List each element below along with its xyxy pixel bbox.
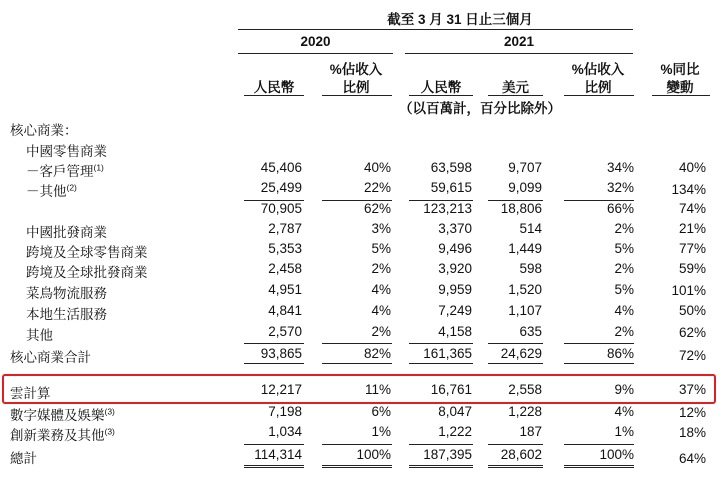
row-label [26, 303, 107, 323]
grand-total-rule-pct-2021 [564, 444, 634, 445]
cell-pct-2020: 22% [363, 180, 391, 195]
row-label [26, 261, 148, 281]
grand-total-rule-pct-2020 [322, 444, 392, 445]
grand-total-rule-rmb-2021 [409, 444, 473, 445]
cell-pct-2021: 66% [606, 201, 634, 216]
cell-rmb-2021: 123,213 [423, 201, 472, 216]
cell-yoy: 12% [678, 405, 706, 420]
cell-pct-2020: 62% [363, 201, 391, 216]
row-label-text: 創新業務及其他 [10, 428, 105, 443]
cell-yoy: 18% [678, 425, 706, 440]
cell-usd-2021: 514 [519, 221, 542, 236]
footnote-marker: (1) [93, 162, 104, 173]
cell-pct-2021: 86% [606, 346, 634, 361]
core-total-bottom-pct-2021 [564, 363, 634, 364]
cell-rmb-2020: 7,198 [268, 404, 302, 419]
subtotal-rule-usd-2021 [488, 200, 543, 201]
col-header-pct-2021-l1: %佔收入 [571, 62, 625, 77]
subtotal-rule-pct-2021 [564, 200, 634, 201]
cell-pct-2020: 2% [371, 261, 391, 276]
cell-pct-2020: 6% [371, 404, 391, 419]
row-label [10, 447, 37, 467]
period-header: 截至 3 月 31 日止三個月 [387, 12, 533, 27]
cell-rmb-2020: 45,406 [260, 160, 302, 175]
row-label [26, 160, 104, 180]
cell-yoy: 72% [678, 348, 706, 363]
cell-yoy: 64% [678, 451, 706, 466]
cell-rmb-2021: 9,496 [438, 241, 472, 256]
cell-pct-2020: 40% [363, 160, 391, 175]
grand-total-rule-rmb-2020 [244, 444, 304, 445]
row-label-text: 總計 [10, 451, 37, 466]
core-total-rule-pct-2020 [322, 343, 392, 344]
subtotal-rule-pct-2020 [322, 200, 392, 201]
row-label-text: 菜鳥物流服務 [26, 286, 107, 301]
cell-yoy: 37% [678, 382, 706, 397]
row-label [26, 241, 148, 261]
cell-rmb-2021: 8,047 [438, 404, 472, 419]
cell-pct-2021: 4% [614, 303, 634, 318]
year-2021: 2021 [503, 34, 535, 49]
cell-rmb-2021: 3,370 [438, 221, 472, 236]
row-label-text: 中國零售商業 [26, 144, 107, 159]
cell-yoy: 40% [678, 160, 706, 175]
cell-rmb-2020: 70,905 [260, 201, 302, 216]
cell-pct-2021: 5% [614, 282, 634, 297]
col-header-pct-2020-l2: 比例 [342, 80, 370, 95]
core-total-rule-usd-2021 [488, 343, 543, 344]
row-label-text: 雲計算 [10, 386, 51, 401]
row-label [26, 324, 53, 344]
cell-usd-2021: 1,107 [508, 303, 542, 318]
cloud-row-highlight [2, 374, 716, 404]
row-label [10, 346, 91, 366]
cell-rmb-2021: 7,249 [438, 303, 472, 318]
row-label [10, 404, 115, 424]
cell-rmb-2020: 5,353 [268, 241, 302, 256]
cell-rmb-2021: 3,920 [438, 261, 472, 276]
grand-total-bottom-pct-2020 [322, 465, 392, 468]
core-total-bottom-pct-2020 [322, 363, 392, 364]
unit-note: （以百萬計，百分比除外） [399, 101, 561, 116]
row-label-text: 跨境及全球批發商業 [26, 265, 148, 280]
cell-pct-2020: 5% [371, 241, 391, 256]
row-label-text: 其他 [26, 328, 53, 343]
cell-rmb-2020: 12,217 [260, 382, 302, 397]
cell-usd-2021: 187 [519, 424, 542, 439]
cell-yoy: 134% [671, 182, 706, 197]
row-label [26, 282, 107, 302]
row-label [26, 140, 107, 160]
cell-yoy: 50% [678, 303, 706, 318]
year-2020: 2020 [300, 34, 331, 49]
col-rule-pct-2020 [322, 95, 392, 96]
cell-rmb-2020: 2,570 [268, 324, 302, 339]
cell-rmb-2021: 16,761 [430, 382, 472, 397]
core-total-rule-pct-2021 [564, 343, 634, 344]
row-label [26, 180, 77, 200]
row-label [26, 221, 107, 241]
core-total-rule-rmb-2021 [409, 343, 473, 344]
col-header-rmb-2021: 人民幣 [420, 80, 462, 95]
cell-yoy: 101% [671, 283, 706, 298]
cell-rmb-2020: 93,865 [260, 346, 302, 361]
cell-rmb-2021: 187,395 [423, 447, 472, 462]
col-header-rmb-2020: 人民幣 [253, 80, 295, 95]
cell-yoy: 59% [678, 261, 706, 276]
cell-usd-2021: 1,449 [508, 241, 542, 256]
core-total-rule-rmb-2020 [244, 343, 304, 344]
grand-total-rule-usd-2021 [488, 444, 543, 445]
col-header-yoy-l2: 變動 [666, 80, 694, 95]
cell-usd-2021: 2,558 [508, 382, 542, 397]
cell-rmb-2020: 2,787 [268, 221, 302, 236]
row-label-text: 數字媒體及娛樂 [10, 408, 105, 423]
col-header-pct-2021-l2: 比例 [584, 80, 612, 95]
cell-rmb-2020: 114,314 [254, 447, 302, 462]
cell-usd-2021: 1,228 [508, 404, 542, 419]
cell-rmb-2021: 1,222 [438, 424, 472, 439]
cell-rmb-2020: 1,034 [268, 424, 302, 439]
cell-usd-2021: 18,806 [500, 201, 542, 216]
col-rule-rmb-2020 [244, 95, 304, 96]
row-label-text: 跨境及全球零售商業 [26, 245, 148, 260]
cell-usd-2021: 28,602 [500, 447, 542, 462]
cell-pct-2021: 32% [606, 180, 634, 195]
cell-pct-2020: 4% [371, 303, 391, 318]
cell-rmb-2021: 9,959 [438, 282, 472, 297]
footnote-marker: (3) [104, 406, 115, 417]
col-rule-yoy [652, 95, 710, 96]
cell-pct-2021: 2% [614, 324, 634, 339]
row-label-text: －客戶管理 [26, 164, 94, 179]
cell-pct-2020: 2% [371, 324, 391, 339]
footnote-marker: (2) [66, 182, 77, 193]
col-rule-rmb-2021 [409, 95, 473, 96]
cell-yoy: 62% [678, 325, 706, 340]
cell-rmb-2021: 59,615 [430, 180, 472, 195]
cell-pct-2021: 1% [614, 424, 634, 439]
cell-pct-2021: 2% [614, 221, 634, 236]
cell-pct-2020: 100% [356, 447, 391, 462]
year-2021-rule [405, 53, 633, 54]
cell-pct-2020: 1% [371, 424, 391, 439]
cell-usd-2021: 635 [519, 324, 542, 339]
cell-rmb-2020: 4,841 [268, 303, 302, 318]
core-total-bottom-rmb-2021 [409, 363, 473, 364]
cell-rmb-2021: 63,598 [430, 160, 472, 175]
row-label [10, 424, 115, 444]
grand-total-bottom-rmb-2021 [409, 465, 473, 468]
row-label-text: 本地生活服務 [26, 307, 107, 322]
cell-pct-2021: 34% [606, 160, 634, 175]
cell-yoy: 21% [678, 221, 706, 236]
cell-usd-2021: 9,707 [508, 160, 542, 175]
cell-usd-2021: 9,099 [508, 180, 542, 195]
cell-usd-2021: 598 [519, 261, 542, 276]
core-total-bottom-rmb-2020 [244, 363, 304, 364]
row-label-text: 核心商業合計 [10, 350, 91, 365]
cell-rmb-2020: 2,458 [268, 261, 302, 276]
cell-yoy: 77% [678, 241, 706, 256]
col-header-usd-2021: 美元 [502, 80, 529, 95]
cell-rmb-2020: 4,951 [268, 282, 302, 297]
period-rule [238, 29, 633, 30]
cell-pct-2021: 5% [614, 241, 634, 256]
cell-pct-2021: 2% [614, 261, 634, 276]
col-rule-usd-2021 [488, 95, 543, 96]
core-total-bottom-usd-2021 [488, 363, 543, 364]
cell-pct-2021: 9% [614, 382, 634, 397]
cell-rmb-2021: 4,158 [438, 324, 472, 339]
grand-total-bottom-pct-2021 [564, 465, 634, 468]
col-header-yoy-l1: %同比 [660, 62, 700, 77]
grand-total-bottom-usd-2021 [488, 465, 543, 468]
cell-pct-2020: 4% [371, 282, 391, 297]
cell-usd-2021: 24,629 [500, 346, 542, 361]
section-label-core-commerce: 核心商業： [10, 123, 78, 138]
cell-usd-2021: 1,520 [508, 282, 542, 297]
cell-rmb-2021: 161,365 [423, 346, 472, 361]
year-2020-rule [238, 53, 393, 54]
cell-pct-2021: 100% [599, 447, 634, 462]
subtotal-rule-rmb-2021 [409, 200, 473, 201]
subtotal-rule-rmb-2020 [244, 200, 304, 201]
cell-rmb-2020: 25,499 [260, 180, 302, 195]
cell-pct-2020: 11% [364, 382, 391, 397]
grand-total-bottom-rmb-2020 [244, 465, 304, 468]
footnote-marker: (3) [104, 426, 115, 437]
row-label-text: －其他 [26, 184, 67, 199]
cell-pct-2020: 3% [371, 221, 391, 236]
row-label-text: 中國批發商業 [26, 225, 107, 240]
cell-pct-2020: 82% [363, 346, 391, 361]
cell-yoy: 74% [678, 201, 706, 216]
col-rule-pct-2021 [564, 95, 634, 96]
cell-pct-2021: 4% [614, 404, 634, 419]
col-header-pct-2020-l1: %佔收入 [329, 62, 383, 77]
